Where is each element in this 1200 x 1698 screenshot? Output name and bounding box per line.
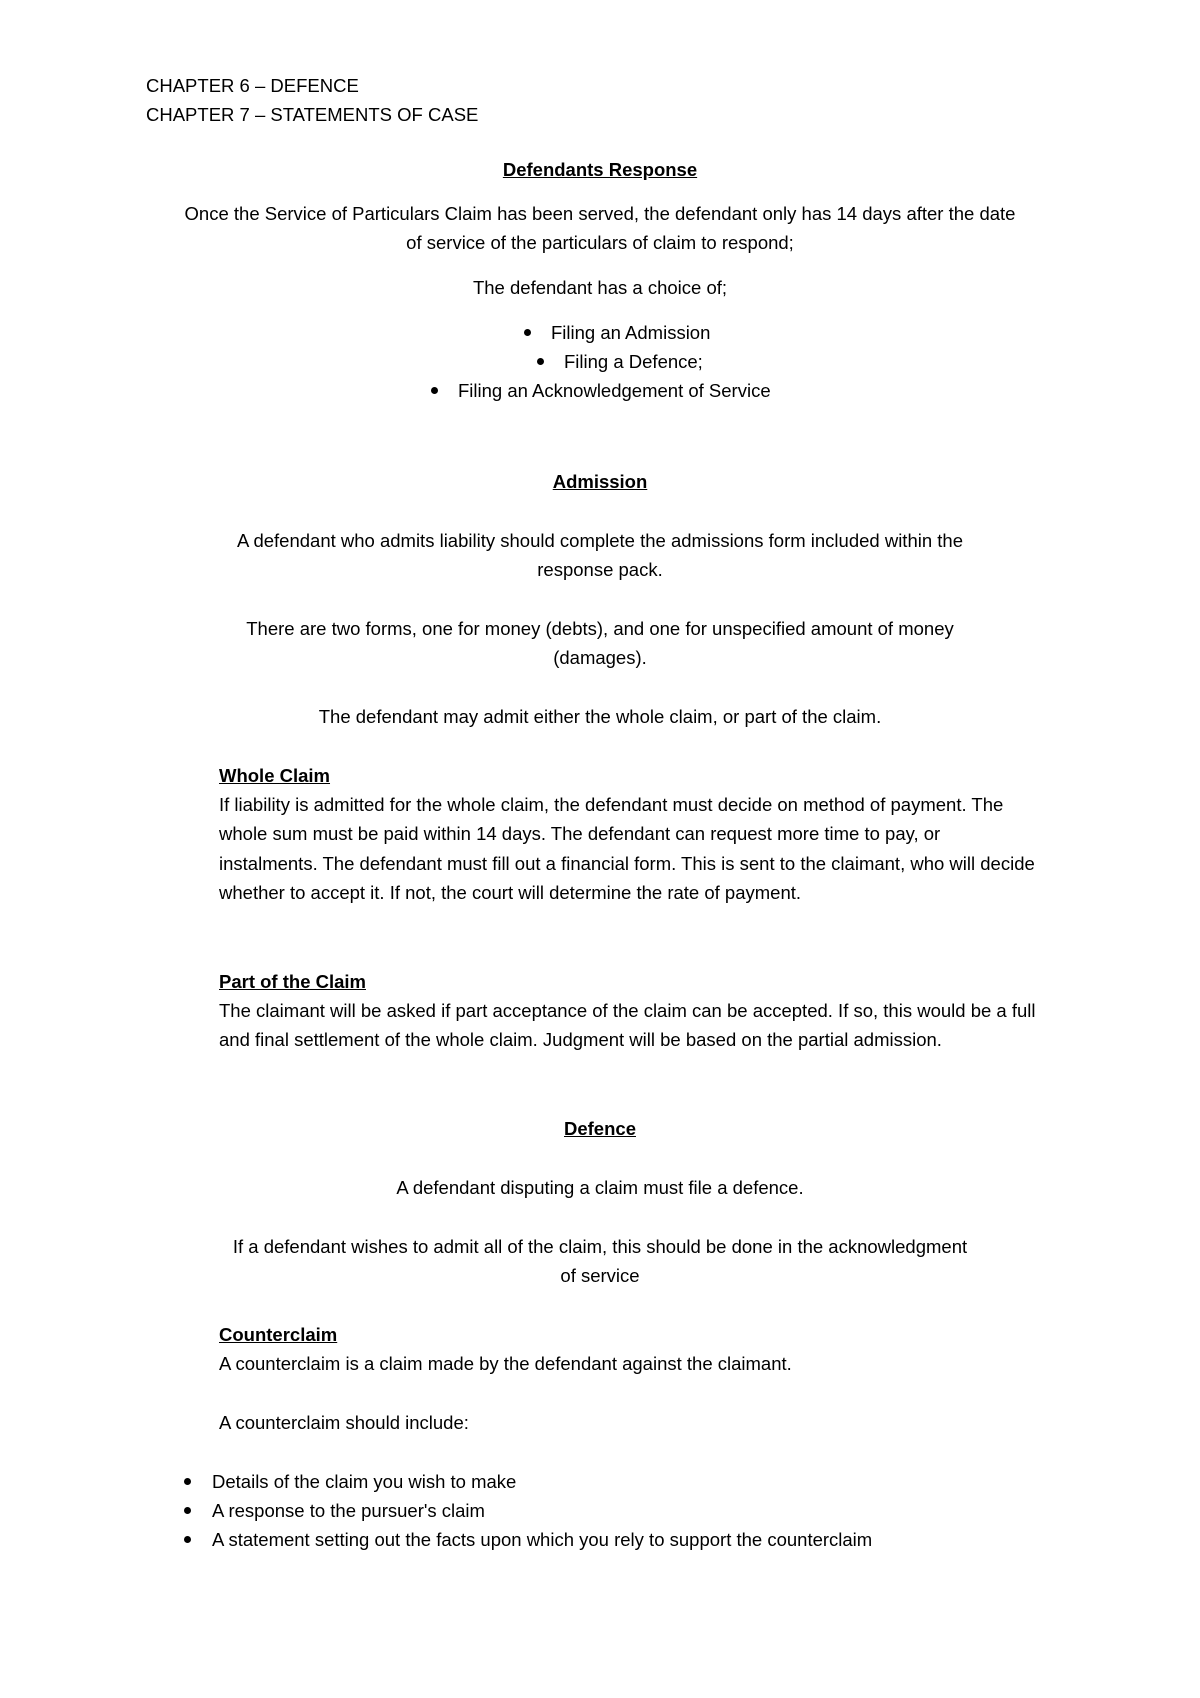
counterclaim-p2: A counterclaim should include:: [219, 1412, 469, 1433]
whole-claim-text: If liability is admitted for the whole claim, the defendant must decide on method of payment. The whole sum must be paid within 14 days. The defendant can request more time to pay, or instalments. The defendant must fill out a financial form. This is sent to the claimant, who will decide whether to accept it. If not, the court will determine the rate of payment.: [219, 794, 1035, 903]
response-line-1: Once the Service of Particulars Claim has been served, the defendant only has 14 days after the date: [184, 203, 1016, 224]
counterclaim-item: A response to the pursuer's claim: [184, 1496, 485, 1525]
response-line-2: of service of the particulars of claim to respond;: [406, 232, 794, 253]
choice-item: Filing an Admission: [524, 318, 710, 347]
bullet-icon: [431, 387, 438, 394]
defence-heading: Defence: [564, 1118, 636, 1139]
part-claim-heading: Part of the Claim: [219, 971, 366, 992]
bullet-icon: [537, 358, 544, 365]
admission-p1-line1: A defendant who admits liability should complete the admissions form included within the: [236, 530, 963, 551]
admission-p2-line1: There are two forms, one for money (debts), and one for unspecified amount of money: [246, 618, 954, 639]
counterclaim-item: Details of the claim you wish to make: [184, 1467, 516, 1496]
choice-item: Filing a Defence;: [537, 347, 703, 376]
defence-p2-line2: of service: [560, 1265, 640, 1286]
choice-item: Filing an Acknowledgement of Service: [431, 376, 771, 405]
admission-p2-line2: (damages).: [553, 647, 647, 668]
admission-heading: Admission: [552, 471, 648, 492]
defendants-response-heading: Defendants Response: [502, 159, 698, 180]
whole-claim-heading: Whole Claim: [219, 765, 331, 786]
bullet-icon: [184, 1536, 191, 1543]
counterclaim-heading: Counterclaim: [219, 1324, 338, 1345]
counterclaim-item: A statement setting out the facts upon which you rely to support the counterclaim: [184, 1525, 872, 1554]
chapter-7-title: CHAPTER 7 – STATEMENTS OF CASE: [146, 104, 479, 125]
admission-p3: The defendant may admit either the whole claim, or part of the claim.: [318, 706, 882, 727]
counterclaim-p1: A counterclaim is a claim made by the defendant against the claimant.: [219, 1353, 792, 1374]
defence-p2-line1: If a defendant wishes to admit all of the claim, this should be done in the acknowledgment: [232, 1236, 968, 1257]
choice-intro: The defendant has a choice of;: [472, 277, 728, 298]
bullet-icon: [184, 1507, 191, 1514]
admission-p1-line2: response pack.: [537, 559, 663, 580]
chapter-6-title: CHAPTER 6 – DEFENCE: [146, 75, 359, 96]
bullet-icon: [524, 329, 531, 336]
part-claim-text: The claimant will be asked if part acceptance of the claim can be accepted. If so, this would be a full and final settlement of the whole claim. Judgment will be based on the partial admission.: [219, 1000, 1036, 1051]
defence-p1: A defendant disputing a claim must file a defence.: [396, 1177, 804, 1198]
bullet-icon: [184, 1478, 191, 1485]
